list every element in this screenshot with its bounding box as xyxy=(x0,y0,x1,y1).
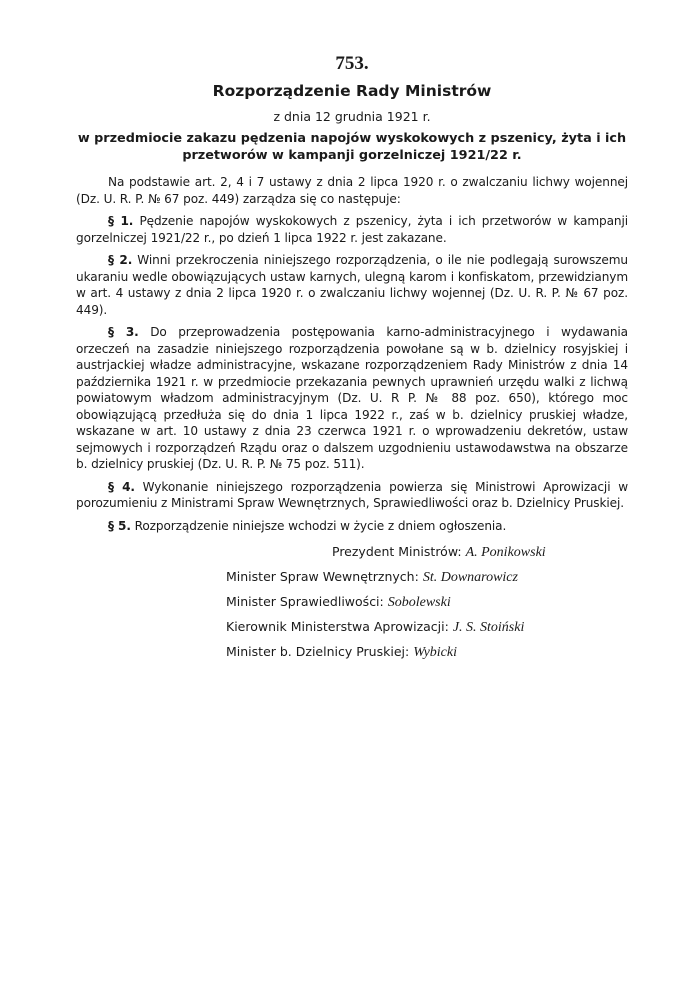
section-1-text: Pędzenie napojów wyskokowych z pszenicy, żyta i ich przetworów w kampanji gorzelniczej 1921/22 r., po dzień 1 lipca 1922 r. jest zakazane. xyxy=(76,214,629,245)
signature-minister-justice xyxy=(76,590,628,615)
signature-minister-prussian-district xyxy=(76,640,628,665)
signature-title: Kierownik Ministerstwa Aprowizacji: xyxy=(226,619,449,634)
section-3-text: Do przeprowadzenia postępowania karno-administracyjnego i wydawania orzeczeń na zasadzie niniejszego rozporządzenia powołane są w b. dzielnicy rosyjskiej i austrjackiej władze administracyjne, wskazane rozporządzeniem Rady Ministrów z dnia 14 października 1921 r. w przedmiocie przekazania pewnych uprawnień urzędu walki z lichwą powiatowym władzom administracyjnym (Dz. U. R P. № 88 poz. 650), którego moc obowiązującą przedłuża się do dnia 1 lipca 1922 r., zaś w b. dzielnicy pruskiej władze, wskazane w art. 10 ustawy z dnia 23 czerwca 1921 r. o wprowadzeniu dekretów, ustaw sejmowych i rozporządzeń Rządu oraz o dalszem uzgodnieniu ustawodawstwa na obszarze b. dzielnicy pruskiej (Dz. U. R. P. № 75 poz. 511). xyxy=(76,325,628,471)
signature-title: Prezydent Ministrów: xyxy=(332,544,462,559)
section-4-text: Wykonanie niniejszego rozporządzenia powierza się Ministrowi Aprowizacji w porozumieniu z Ministrami Spraw Wewnętrznych, Sprawiedliwości oraz b. Dzielnicy Pruskiej. xyxy=(76,479,629,510)
section-4 xyxy=(76,479,628,512)
section-1-label: § 1. xyxy=(108,214,134,228)
document-page xyxy=(76,52,628,665)
signature-name: A. Ponikowski xyxy=(465,545,546,560)
document-subject: w przedmiocie zakazu pędzenia napojów wyskokowych z pszenicy, żyta i ich przetworów w kampanji gorzelniczej 1921/22 r. xyxy=(77,131,627,163)
signature-name: St. Downarowicz xyxy=(422,570,518,585)
section-3-label: § 3. xyxy=(108,325,139,339)
signature-minister-interior xyxy=(76,565,628,590)
signature-name: Wybicki xyxy=(413,645,457,660)
document-number: 753. xyxy=(335,53,369,74)
signature-title: Minister Sprawiedliwości: xyxy=(226,594,384,609)
section-5 xyxy=(76,518,628,535)
document-date: z dnia 12 grudnia 1921 r. xyxy=(273,109,431,124)
document-title: Rozporządzenie Rady Ministrów xyxy=(212,82,492,100)
signature-president xyxy=(76,540,628,565)
section-2 xyxy=(76,252,628,318)
signatures-block xyxy=(76,540,628,665)
signature-title: Minister b. Dzielnicy Pruskiej: xyxy=(226,644,410,659)
section-5-text: Rozporządzenie niniejsze wchodzi w życie z dniem ogłoszenia. xyxy=(134,518,507,533)
section-1 xyxy=(76,213,628,246)
section-2-text: Winni przekroczenia niniejszego rozporządzenia, o ile nie podlegają surowszemu ukaraniu wedle obowiązujących ustaw karnych, ulegną karom i konfiskatom, przewidzianym w art. 4 ustawy z dnia 2 lipca 1920 r. o zwalczaniu lichwy wojennej (Dz. U. R. P. № 67 poz. 449). xyxy=(76,253,628,317)
section-5-label: § 5. xyxy=(108,518,131,533)
signature-title: Minister Spraw Wewnętrznych: xyxy=(226,569,419,584)
section-4-label: § 4. xyxy=(108,479,135,494)
preamble: Na podstawie art. 2, 4 i 7 ustawy z dnia 2 lipca 1920 r. o zwalczaniu lichwy wojennej (Dz. U. R. P. № 67 poz. 449) zarządza się co następuje: xyxy=(76,175,628,206)
section-3 xyxy=(76,324,628,473)
signature-head-provisioning xyxy=(76,615,628,640)
signature-name: J. S. Stoiński xyxy=(452,620,525,635)
section-2-label: § 2. xyxy=(108,253,133,267)
signature-name: Sobolewski xyxy=(387,595,451,610)
